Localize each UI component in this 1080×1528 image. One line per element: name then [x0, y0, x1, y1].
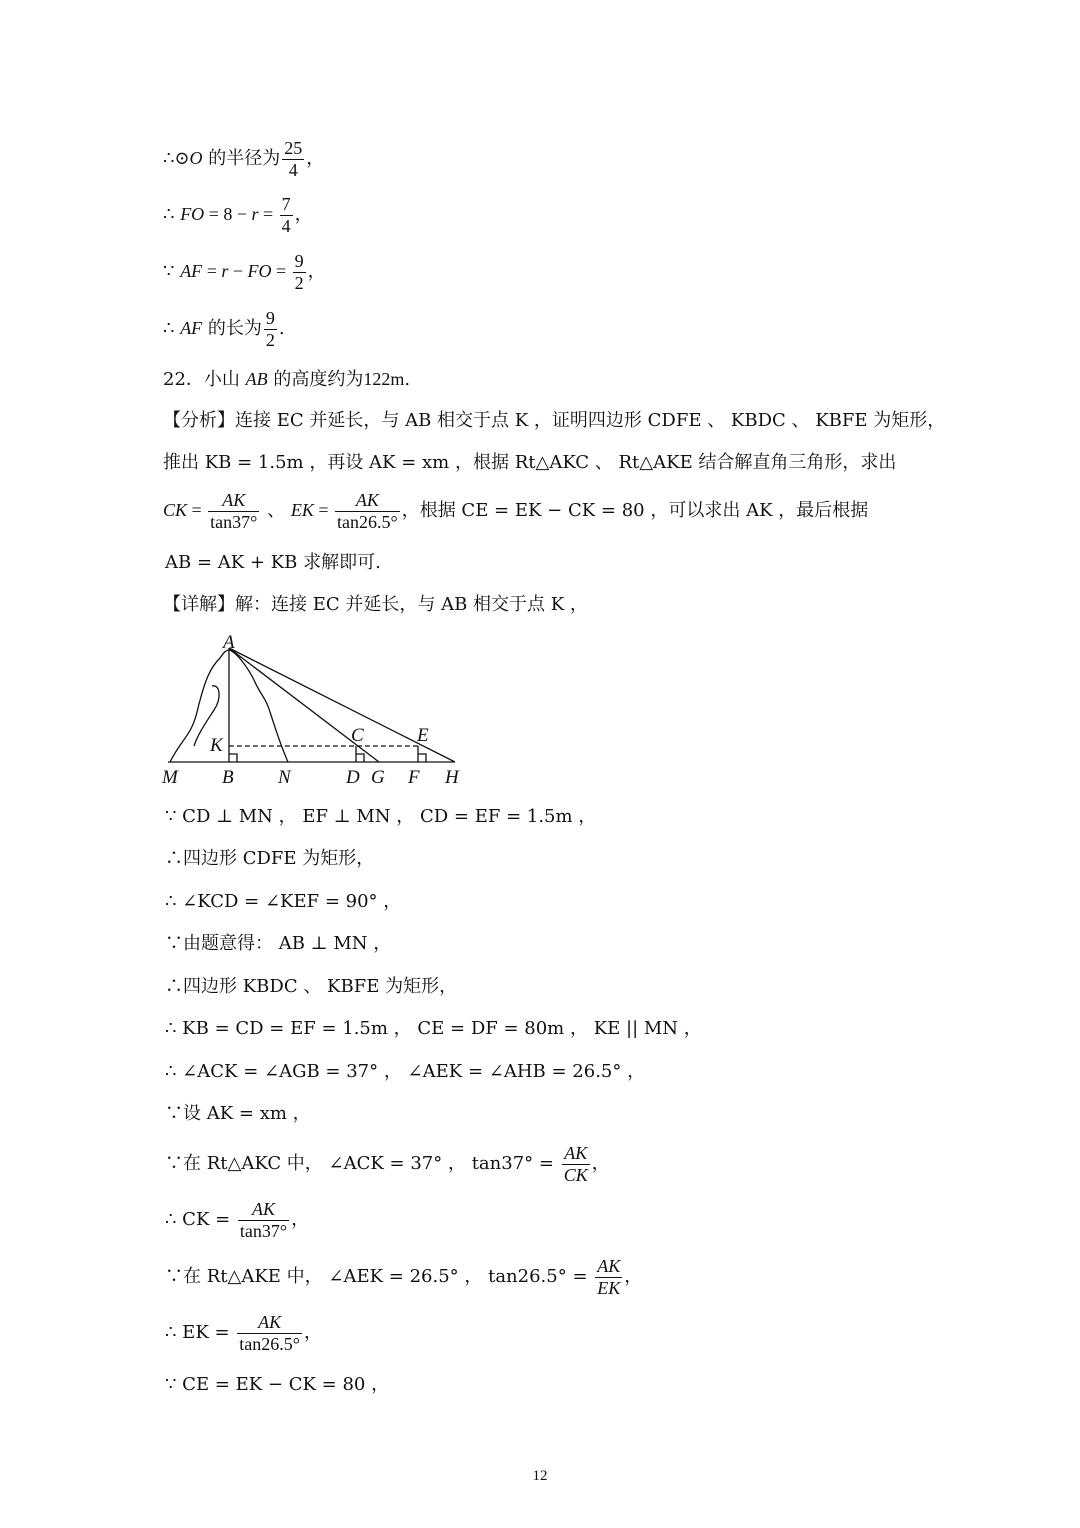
label-g: G: [371, 767, 385, 788]
fraction-ak-ek: $\frac{AK}{EK}$: [597, 1256, 621, 1298]
step-2: ∴四边形 CDFE 为矩形，: [165, 848, 375, 869]
label-n: N: [278, 767, 291, 788]
label-d: D: [346, 767, 360, 788]
question-22-answer: 22．小山 AB 的高度约为122m.: [163, 369, 411, 390]
step-10: ∴ CK = $\frac{AK}{\tan 37^\circ}$ ，: [165, 1199, 310, 1241]
therefore-sym: ∴⊙: [163, 148, 190, 170]
label-f: F: [408, 767, 420, 788]
analysis-line-2: 推出 KB = 1.5m ，再设 AK = xm ，根据 Rt△AKC 、 Rt△AKE 结合解直角三角形，求出: [163, 452, 897, 473]
step-6: ∴ KB = CD = EF = 1.5m ， CE = DF = 80m ， KE || MN ，: [165, 1018, 702, 1039]
page-number: 12: [532, 1468, 548, 1484]
right-angle-d: [356, 754, 364, 762]
fraction-ak-tan265b: $\frac{AK}{\tan 26.5^\circ}$: [239, 1312, 300, 1354]
right-angle-f: [418, 754, 426, 762]
analysis-line-1: 【分析】连接 EC 并延长，与 AB 相交于点 K ，证明四边形 CDFE 、 KBDC 、 KBFE 为矩形，: [163, 410, 946, 431]
line-fo: ∴ FO = 8 − r = $\frac{7}{4}$ ，: [163, 194, 313, 236]
fraction-9-2b: $\frac{9}{2}$: [265, 308, 275, 350]
label-h: H: [445, 767, 459, 788]
label-k: K: [210, 735, 223, 756]
step-7: ∴ ∠ACK = ∠AGB = 37° ， ∠AEK = ∠AHB = 26.5° ，: [165, 1061, 646, 1082]
right-angle-b: [229, 754, 237, 762]
step-9: ∵在 Rt△AKC 中， ∠ACK = 37° ， tan37° = $\frac{AK}{CK}$ ，: [165, 1143, 610, 1185]
fraction-9-2: $\frac{9}{2}$: [294, 251, 304, 293]
step-3: ∴ ∠KCD = ∠KEF = 90° ，: [165, 891, 402, 912]
line-af: ∵ AF = r − FO = $\frac{9}{2}$ ，: [163, 251, 326, 293]
label-a: A: [223, 632, 235, 653]
step-4: ∵由题意得： AB ⊥ MN ，: [165, 933, 392, 954]
label-b: B: [222, 767, 234, 788]
mountain-figure: [150, 628, 480, 793]
step-5: ∴四边形 KBDC 、 KBFE 为矩形，: [165, 976, 458, 997]
label-m: M: [162, 767, 178, 788]
fraction-25-4: $\frac{25}{4}$: [284, 138, 303, 180]
fraction-ak-tan37b: $\frac{AK}{\tan 37^\circ}$: [239, 1199, 288, 1241]
step-1: ∵ CD ⊥ MN ， EF ⊥ MN ， CD = EF = 1.5m ，: [165, 806, 597, 827]
label-e: E: [417, 725, 429, 746]
line-af-length: ∴ AF 的长为 $\frac{9}{2}$ .: [163, 308, 285, 350]
label-c: C: [351, 725, 364, 746]
step-12: ∴ EK = $\frac{AK}{\tan 26.5^\circ}$ ，: [165, 1312, 322, 1354]
fraction-ak-tan265: $\frac{AK}{\tan 26.5^\circ}$: [337, 490, 398, 532]
fraction-ak-tan37: $\frac{AK}{\tan 37^\circ}$: [210, 490, 258, 532]
fraction-ak-ck: $\frac{AK}{CK}$: [563, 1143, 588, 1185]
step-11: ∵在 Rt△AKE 中， ∠AEK = 26.5° ， tan26.5° = $\frac{AK}{EK}$ ，: [165, 1256, 643, 1298]
analysis-line-3: CK = $\frac{AK}{\tan 37^\circ}$ 、 EK = $\frac{AK}{\tan 26.5^\circ}$ ，根据 CE = EK − CK = 80 ，可以求出 AK ，最后根据: [163, 490, 869, 532]
line-radius: ∴⊙O 的半径为 $\frac{25}{4}$ ，: [163, 138, 325, 180]
detail-intro: 【详解】解：连接 EC 并延长，与 AB 相交于点 K ，: [163, 594, 588, 615]
step-13: ∵ CE = EK − CK = 80 ，: [165, 1374, 390, 1395]
step-8: ∵设 AK = xm ，: [165, 1103, 311, 1124]
analysis-line-4: AB = AK + KB 求解即可.: [165, 552, 381, 573]
fraction-7-4: $\frac{7}{4}$: [281, 194, 291, 236]
